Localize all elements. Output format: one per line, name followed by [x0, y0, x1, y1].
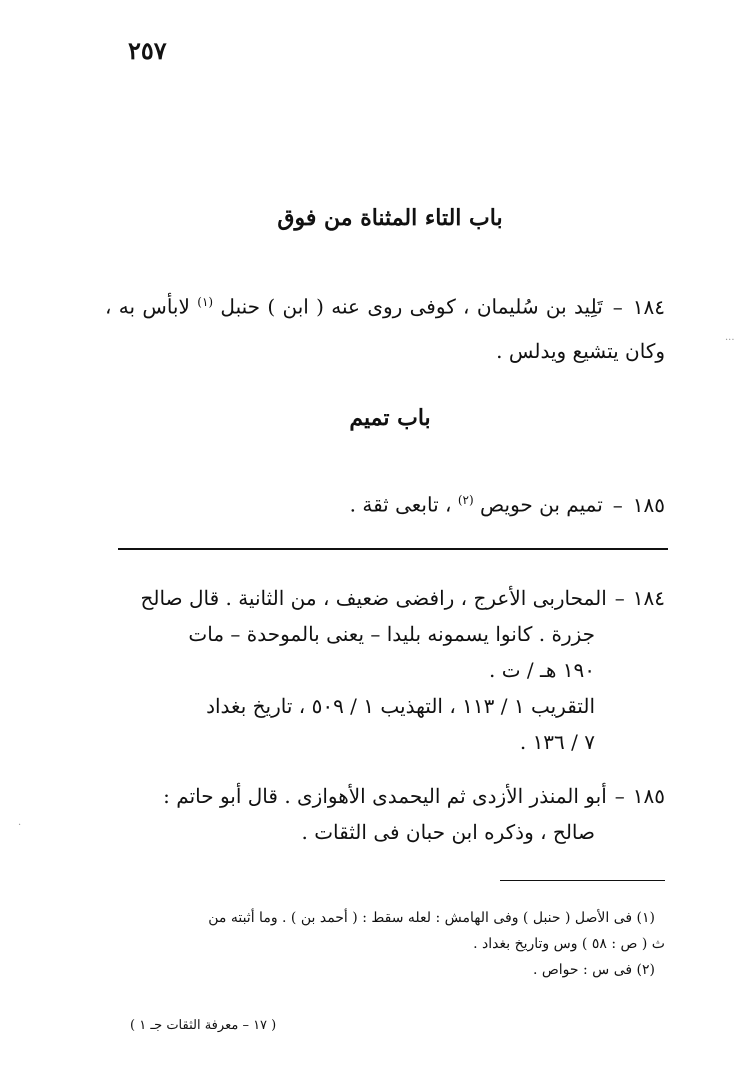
footnote-ref-2: (٢) [457, 493, 474, 507]
entry-dash: – [612, 492, 623, 517]
main-divider [118, 548, 668, 550]
commentary-line: التقريب ١ / ١١٣ ، التهذيب ١ / ٥٠٩ ، تاريخ بغداد [206, 694, 595, 718]
commentary-number: ١٨٤ [632, 586, 665, 610]
entry-text-cont: ، تابعى ثقة . [349, 492, 452, 517]
entry-text-cont: لابأس به ، وكان يتشيع ويدلس . [105, 294, 665, 363]
entry-number: ١٨٥ [632, 492, 665, 517]
commentary-number: ١٨٥ [632, 784, 665, 808]
footnote-2: (٢) فى س : حواص . [532, 962, 655, 978]
commentary-line: ٧ / ١٣٦ . [519, 730, 595, 754]
commentary-line: جزرة . كانوا يسمونه بليدا – يعنى بالموحدة – مات [188, 622, 595, 646]
footnotes [105, 905, 665, 983]
section-heading-tamim: باب تميم [349, 405, 431, 431]
signature-line: ( ١٧ – معرفة الثقات جـ ١ ) [130, 1018, 277, 1033]
entry-number: ١٨٤ [632, 294, 666, 319]
margin-mark: · [18, 820, 22, 831]
footnote-divider [500, 880, 665, 881]
commentary-line: المحاربى الأعرج ، رافضى ضعيف ، من الثانية . قال صالح [140, 586, 607, 610]
page-number: ٢٥٧ [128, 36, 167, 65]
section-heading-ta: باب التاء المثناة من فوق [277, 205, 503, 231]
commentary-185 [105, 778, 665, 850]
commentary-line: صالح ، وذكره ابن حبان فى الثقات . [301, 820, 595, 844]
entry-text: تَلِيد بن سُليمان ، كوفى روى عنه ( ابن ) حنبل [220, 294, 603, 319]
commentary-line: ١٩٠ هـ / ت . [489, 658, 595, 682]
commentary-184 [105, 580, 665, 760]
footnote-1-cont: ث ( ص : ٥٨ ) وس وتاريخ بغداد . [473, 936, 665, 952]
entry-text: تميم بن حويص [480, 492, 603, 517]
commentary-line: أبو المنذر الأزدى ثم اليحمدى الأهوازى . قال أبو حاتم : [163, 784, 607, 808]
footnote-1: (١) فى الأصل ( حنبل ) وفى الهامش : لعله سقط : ( أحمد بن ) . وما أثبته من [208, 910, 655, 926]
margin-mark: ··· [725, 335, 735, 346]
commentary-dash: – [614, 586, 625, 610]
entry-dash: – [612, 294, 623, 319]
footnote-ref-1: (١) [197, 295, 214, 309]
entry-185 [105, 478, 665, 527]
entry-184 [105, 280, 665, 373]
commentary-dash: – [614, 784, 625, 808]
